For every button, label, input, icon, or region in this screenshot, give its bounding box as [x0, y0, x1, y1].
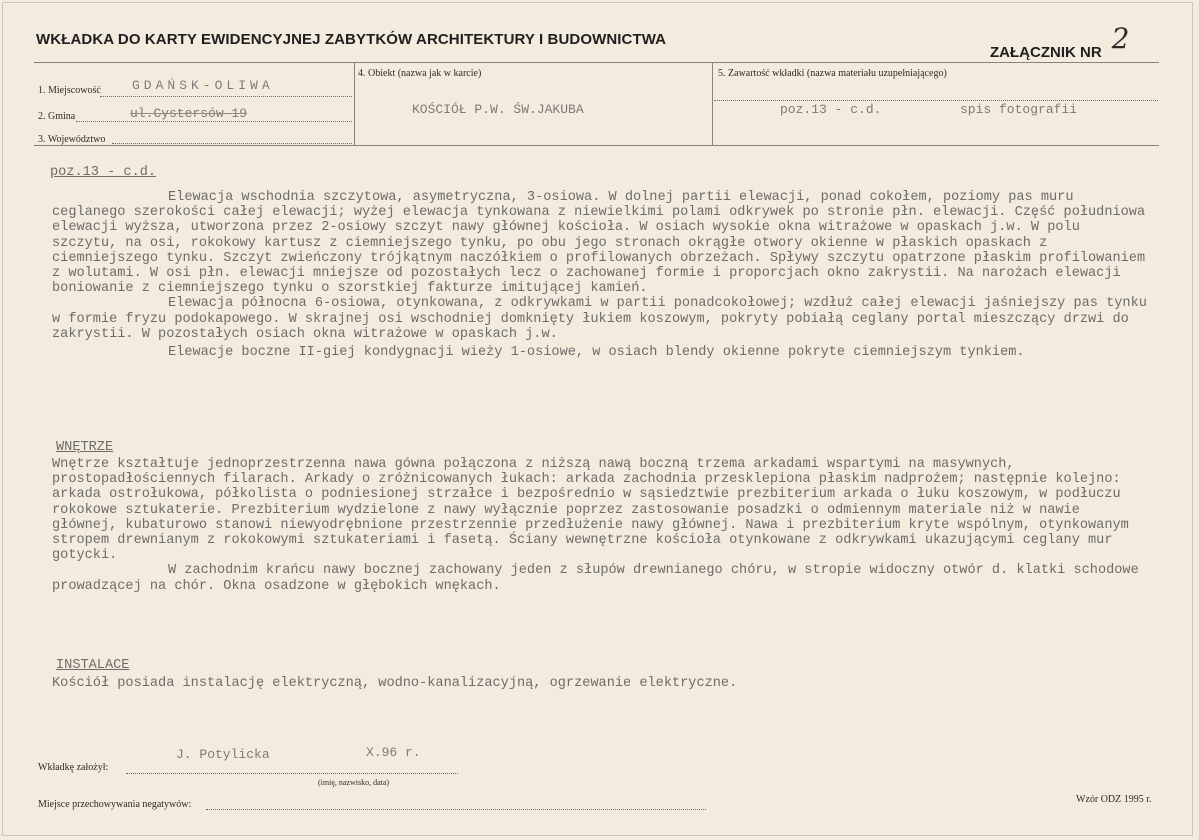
zawartosc-desc: spis fotografii	[960, 102, 1078, 117]
paragraph-east-elevation: Elewacja wschodnia szczytowa, asymetryczna, 3-osiowa. W dolnej partii elewacji, ponad cokołem, poziomy pas muru ceglanego szerokości całej elewacji; wyżej elewacja tynkowana z niewielkimi polami odkrywek po stronie płn. elewacji. Część południowa elewacji wyższa, utworzona przez 2-osiowy szczyt nawy głównej kościoła. W osiach wysokie okna witrażowe w opaskach j.w. W polu szczytu, na osi, rokokowy kartusz z ciemniejszego tynku, po obu jego stronach okrągłe otwory okienne w płaskich opaskach z ciemniejszego tynku. Szczyt zwieńczony trójkątnym naczółkiem o profilowanych obrzeżach. Spływy szczytu opatrzone płaskim profilowaniem z wolutami. W osi płn. elewacji mniejsze od pozostałych lecz o zachowanej formie i proporcjach okno zakrystii. Na narożach elewacji boniowanie z ciemniejszego tynku o szorstkiej fakturze imitującej kamień.	[52, 190, 1146, 297]
interior-heading: WNĘTRZE	[56, 440, 114, 455]
install-heading: INSTALACE	[56, 658, 130, 673]
gmina-dots	[76, 121, 352, 122]
miejscowosc-value: GDAŃSK-OLIWA	[132, 78, 274, 93]
section-ref: poz.13 - c.d.	[50, 165, 157, 180]
wojewodztwo-dots	[112, 143, 352, 144]
miejscowosc-dots	[100, 96, 352, 97]
form-title: WKŁADKA DO KARTY EWIDENCYJNEJ ZABYTKÓW ARCHITEKTURY I BUDOWNICTWA	[36, 31, 667, 48]
table-top-rule	[34, 62, 1159, 63]
install-text	[52, 676, 1152, 691]
miejscowosc-label: 1. Miejscowość	[38, 85, 101, 96]
author-dots	[126, 773, 458, 774]
zawartosc-dots	[714, 100, 1158, 101]
obiekt-value: KOŚCIÓŁ P.W. ŚW.JAKUBA	[412, 102, 584, 117]
table-divider-2	[712, 62, 713, 145]
body-text	[52, 190, 1152, 364]
gmina-value: ul.Cystersów 19	[130, 106, 248, 121]
gmina-label: 2. Gmina	[38, 111, 76, 122]
form-version: Wzór ODZ 1995 r.	[1076, 794, 1152, 805]
author-caption: (imię, nazwisko, data)	[318, 778, 390, 787]
interior-text	[52, 457, 1152, 594]
annex-number: 2	[1111, 22, 1130, 55]
author-label: Wkładkę założył:	[38, 762, 109, 773]
paragraph-install: Kościół posiada instalację elektryczną, wodno-kanalizacyjną, ogrzewanie elektryczne.	[52, 676, 738, 691]
table-divider-1	[354, 62, 355, 145]
wojewodztwo-label: 3. Województwo	[38, 134, 106, 145]
paragraph-interior-2: W zachodnim krańcu nawy bocznej zachowany jeden z słupów drewnianego chóru, w stropie widoczny otwór d. klatki schodowe prowadzącej na chór. Okna osadzone w głębokich wnękach.	[52, 563, 1139, 594]
author-date: X.96 r.	[366, 745, 421, 760]
zawartosc-label: 5. Zawartość wkładki (nazwa materiału uzupełniającego)	[718, 68, 947, 79]
negatives-label: Miejsce przechowywania negatywów:	[38, 799, 192, 810]
table-bottom-rule	[34, 145, 1159, 146]
paragraph-north-elevation: Elewacja północna 6-osiowa, otynkowana, z odkrywkami w partii ponadcokołowej; wzdłuż całej elewacji jaśniejszy pas tynku w formie fryzu podokapowego. W skrajnej osi wschodniej domknięty łukiem koszowym, pokryty pobiałą ceglany portal mieszczący drzwi do zakrystii. W pozostałych osiach okna witrażowe w opaskach j.w.	[52, 296, 1147, 342]
page-frame	[2, 2, 1193, 836]
obiekt-label: 4. Obiekt (nazwa jak w karcie)	[358, 68, 482, 79]
author-name: J. Potylicka	[176, 747, 270, 762]
paragraph-interior-1: Wnętrze kształtuje jednoprzestrzenna nawa gówna połączona z niższą nawą boczną trzema arkadami wspartymi na masywnych, prostopadłościennych filarach. Arkady o zróżnicowanych łukach: arkada zachodnia przesklepiona płaskim nadprożem; następnie kolejno: arkada ostrołukowa, półkolista o podniesionej strzałce i bezpośrednio w sąsiedztwie prezbiterium arkada o łuku koszowym, w podłuczu rokokowe sztukaterie. Prezbiterium wydzielone z nawy wyłącznie poprzez zastosowanie posadzki o odmiennym materiale niż w nawie głównej, kubaturowo stanowi niewyodrębnione przestrzennie przedłużenie nawy głównej. Nawa i prezbiterium kryte wspólnym, otynkowanym stropem drewnianym z rokokowymi sztukateriami i fasetą. Ściany wewnętrzne kościoła otynkowane z odkrywkami ukazującymi ceglany mur gotycki.	[52, 457, 1129, 564]
annex-label: ZAŁĄCZNIK NR	[990, 44, 1102, 61]
annex	[990, 22, 1130, 61]
zawartosc-pos: poz.13 - c.d.	[780, 102, 882, 117]
paragraph-tower-elevation: Elewacje boczne II-giej kondygnacji wieży 1-osiowe, w osiach blendy okienne pokryte ciemniejszym tynkiem.	[168, 345, 1025, 361]
negatives-dots	[206, 809, 706, 810]
